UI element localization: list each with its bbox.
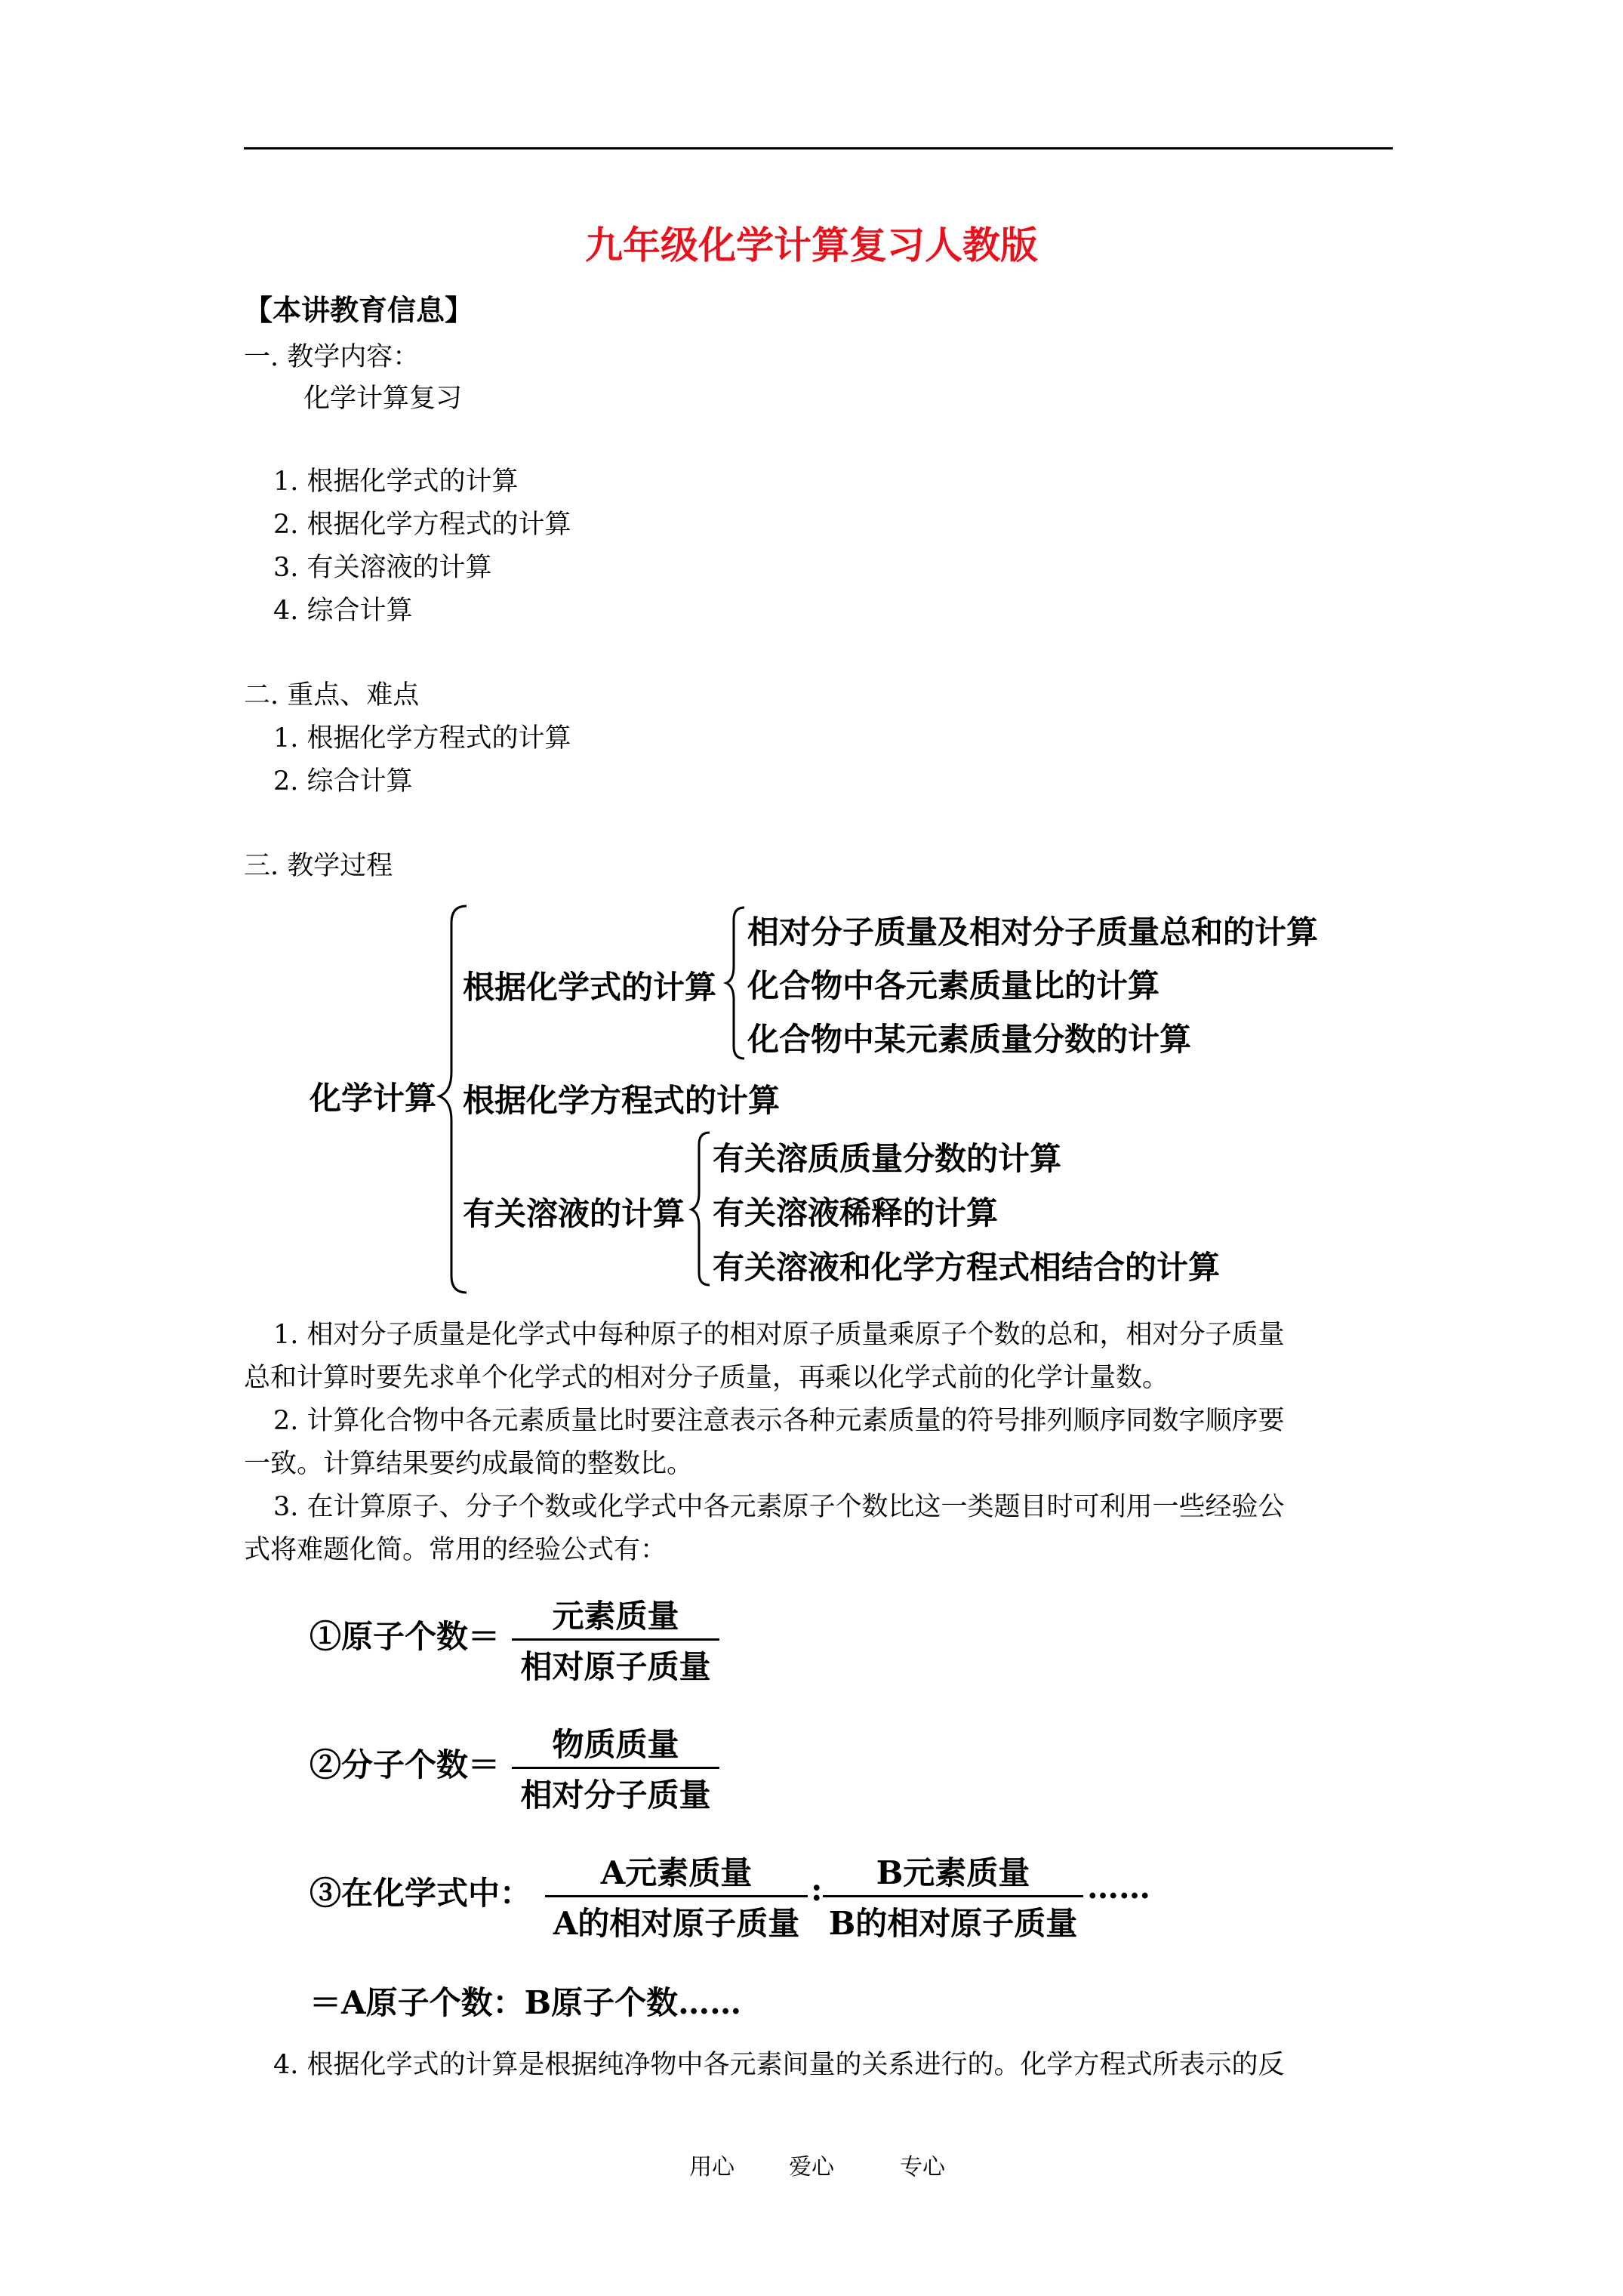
formula-label: ③在化学式中： <box>310 1875 532 1912</box>
fraction-denominator: B的相对原子质量 <box>828 1905 1078 1942</box>
fraction-bar <box>512 1767 719 1769</box>
footer-item: 爱心 <box>789 2154 834 2180</box>
diagram-leaf: 有关溶液稀释的计算 <box>713 1194 999 1231</box>
paragraph-line: 3. 在计算原子、分子个数或化学式中各元素原子个数比这一类题目时可利用一些经验公 <box>273 1492 1285 1522</box>
diagram-branch: 有关溶液的计算 <box>463 1195 685 1232</box>
fraction-numerator: A元素质量 <box>600 1854 753 1891</box>
fraction-denominator: 相对原子质量 <box>520 1648 711 1685</box>
part3-heading: 三. 教学过程 <box>244 851 393 881</box>
footer-item: 专心 <box>900 2154 945 2180</box>
list-item: 4. 综合计算 <box>273 596 413 626</box>
paragraph-line: 1. 相对分子质量是化学式中每种原子的相对原子质量乘原子个数的总和，相对分子质量 <box>273 1320 1285 1350</box>
diagram-leaf: 相对分子质量及相对分子质量总和的计算 <box>747 914 1319 951</box>
paragraph-line: 式将难题化简。常用的经验公式有： <box>244 1535 667 1565</box>
branch1-brace <box>726 908 744 1059</box>
list-item: 1. 根据化学式的计算 <box>273 467 519 497</box>
ratio-colon: : <box>811 1871 823 1908</box>
fraction-numerator: 物质质量 <box>552 1726 679 1763</box>
diagram-branch: 根据化学方程式的计算 <box>463 1082 781 1119</box>
fraction-numerator: B元素质量 <box>876 1854 1030 1891</box>
part2-heading: 二. 重点、难点 <box>244 680 420 710</box>
fraction-bar <box>823 1895 1083 1897</box>
fraction-denominator: 相对分子质量 <box>520 1777 711 1814</box>
diagram-root: 化学计算 <box>310 1080 437 1117</box>
diagram-leaf: 化合物中各元素质量比的计算 <box>747 967 1160 1004</box>
list-item: 2. 根据化学方程式的计算 <box>273 510 571 540</box>
diagram-leaf: 化合物中某元素质量分数的计算 <box>747 1021 1192 1058</box>
paragraph-line: 一致。计算结果要约成最简的整数比。 <box>244 1449 694 1479</box>
formula-fraction <box>545 1848 808 1944</box>
fraction-bar <box>545 1895 808 1897</box>
formula-ellipsis: …… <box>1087 1869 1150 1906</box>
branch3-brace <box>691 1133 710 1285</box>
fraction-numerator: 元素质量 <box>552 1598 679 1635</box>
page-title: 九年级化学计算复习人教版 <box>585 223 1038 267</box>
diagram-leaf: 有关溶液和化学方程式相结合的计算 <box>713 1249 1221 1286</box>
formula-fraction <box>512 1592 719 1687</box>
diagram-leaf: 有关溶质质量分数的计算 <box>713 1140 1062 1177</box>
formula-fraction <box>512 1720 719 1816</box>
paragraph-line: 总和计算时要先求单个化学式的相对分子质量，再乘以化学式前的化学计量数。 <box>244 1363 1169 1393</box>
paragraph-line: 4. 根据化学式的计算是根据纯净物中各元素间量的关系进行的。化学方程式所表示的反 <box>273 2050 1285 2080</box>
formula-fraction <box>823 1848 1083 1944</box>
formula-label: ②分子个数＝ <box>310 1746 500 1783</box>
formula-result: ＝A原子个数：B原子个数…… <box>310 1984 742 2021</box>
list-item: 2. 综合计算 <box>273 766 413 797</box>
fraction-denominator: A的相对原子质量 <box>553 1905 800 1942</box>
formula-label: ①原子个数＝ <box>310 1618 500 1655</box>
section-header: 【本讲教育信息】 <box>244 293 474 327</box>
paragraph-line: 2. 计算化合物中各元素质量比时要注意表示各种元素质量的符号排列顺序同数字顺序要 <box>273 1406 1285 1436</box>
diagram-branch: 根据化学式的计算 <box>463 969 717 1006</box>
footer-item: 用心 <box>689 2154 735 2180</box>
fraction-bar <box>512 1638 719 1641</box>
list-item: 1. 根据化学方程式的计算 <box>273 723 571 754</box>
list-item: 3. 有关溶液的计算 <box>273 553 492 583</box>
part1-heading: 一. 教学内容： <box>244 342 420 372</box>
part1-subtitle: 化学计算复习 <box>303 384 463 414</box>
